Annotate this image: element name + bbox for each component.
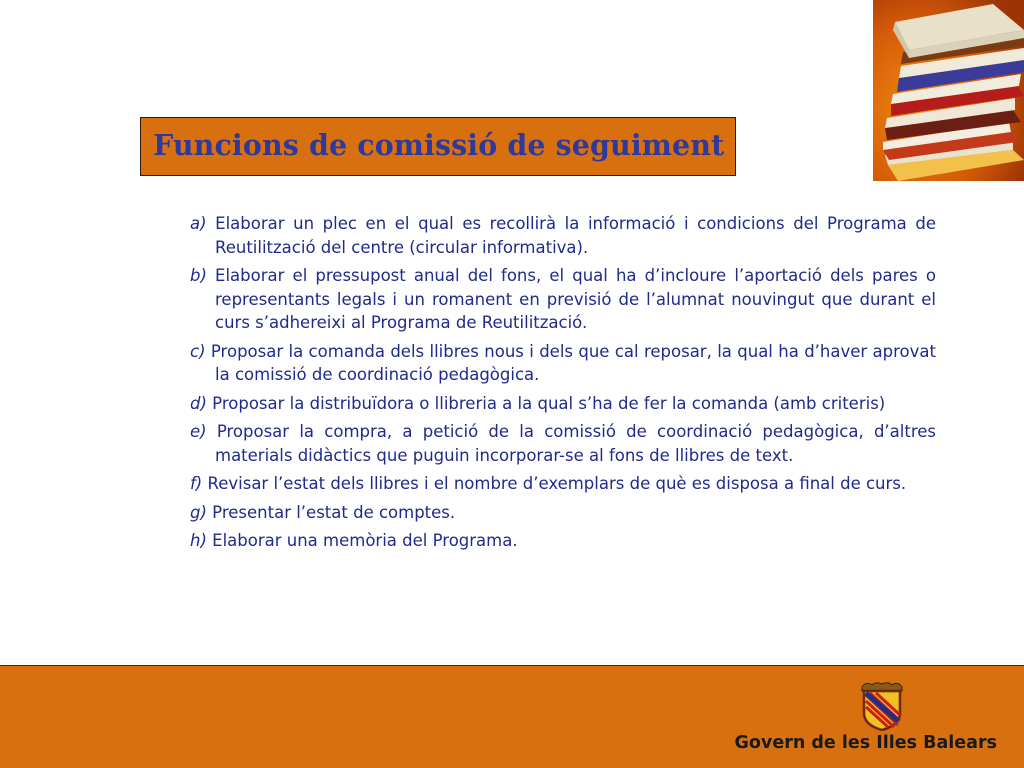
item-letter: c) bbox=[190, 341, 206, 361]
item-letter: a) bbox=[190, 214, 207, 233]
balearic-coat-of-arms-icon bbox=[858, 681, 906, 731]
item-text: Elaborar el pressupost anual del fons, el qual ha d’incloure l’aportació dels pares o representants legals i un romanent en previsió de l’alumnat nouvingut que durant el curs s’adhereixi al Programa de Reutilització. bbox=[215, 266, 936, 332]
item-letter: b) bbox=[190, 266, 207, 285]
item-text: Presentar l’estat de comptes. bbox=[212, 502, 456, 522]
item-text: Elaborar un plec en el qual es recollirà la informació i condicions del Programa de Reutilització del centre (circular informativa). bbox=[215, 214, 936, 257]
list-item bbox=[190, 212, 936, 259]
list-item bbox=[190, 472, 936, 496]
item-text: Revisar l’estat dels llibres i el nombre d’exemplars de què es disposa a final de curs. bbox=[207, 474, 907, 493]
item-text: Proposar la distribuïdora o llibreria a la qual s’ha de fer la comanda (amb criteris) bbox=[212, 393, 886, 413]
list-item bbox=[190, 340, 936, 387]
item-letter: g) bbox=[190, 502, 207, 522]
item-letter: d) bbox=[190, 393, 207, 413]
slide-title-box bbox=[140, 117, 736, 176]
list-item bbox=[190, 392, 936, 416]
item-text: Proposar la comanda dels llibres nous i dels que cal reposar, la qual ha d’haver aprovat la comissió de coordinació pedagògica. bbox=[210, 341, 936, 384]
functions-list bbox=[190, 212, 936, 558]
slide-title: Funcions de comissió de seguiment bbox=[153, 128, 725, 162]
item-text: Elaborar una memòria del Programa. bbox=[212, 531, 518, 550]
list-item bbox=[190, 529, 936, 553]
item-text: Proposar la compra, a petició de la comissió de coordinació pedagògica, d’altres materials didàctics que puguin incorporar-se al fons de llibres de text. bbox=[215, 422, 936, 465]
books-stack-image bbox=[873, 0, 1024, 181]
list-item bbox=[190, 420, 936, 467]
footer-bar bbox=[0, 665, 1024, 768]
list-item bbox=[190, 264, 936, 335]
item-letter: e) bbox=[190, 422, 207, 441]
item-letter: f) bbox=[190, 474, 203, 493]
item-letter: h) bbox=[190, 531, 207, 550]
government-logo-text: Govern de les Illes Balears bbox=[734, 733, 997, 753]
list-item bbox=[190, 501, 936, 525]
